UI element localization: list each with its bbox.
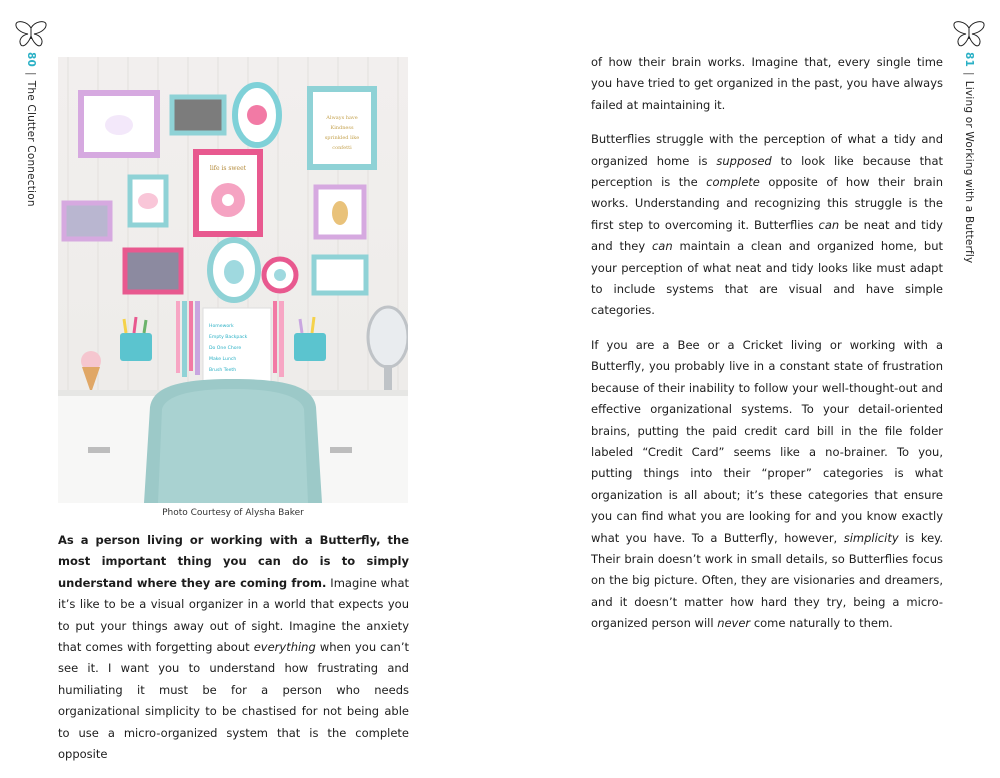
svg-text:Do One Chore: Do One Chore <box>209 346 242 351</box>
running-head-title: The Clutter Connection <box>25 80 37 207</box>
paragraph-text: If you are a Bee or a Cricket living or working with a Butterfly, you probably live in a constant state of frustration because of their inability to follow your well-thought-out and effective organizational systems. To your detail-oriented brains, putting the paid credit card bill in the file folder labeled “Credit Card” seems like a no-brainer. To you, putting things into their “proper” categories is what organization is all about; it’s these categories that ensure you can find what you are looking for and you know exactly what you have. To a Butterfly, however, <box>591 337 943 545</box>
svg-text:Always have: Always have <box>326 115 358 121</box>
paragraph-text: when you can’t see it. I want you to understand how frustrating and humiliating it must be for a person who needs organizational simplicity to be chastised for not being able to use a micro-organized system that is the complete opposite <box>58 640 410 762</box>
butterfly-icon <box>14 20 48 48</box>
right-running-head-text: 81|Living or Working with a Butterfly <box>963 52 975 264</box>
paragraph-2 <box>591 129 943 322</box>
right-body-text <box>591 52 943 648</box>
paragraph-text: Imagine what it’s like to be a visual organizer in a world that expects you to put your things away out of sight. Imagine the anxiety that comes with forgetting about <box>58 575 410 655</box>
left-running-head-text: 80|The Clutter Connection <box>25 52 37 207</box>
paragraph-3 <box>591 335 943 635</box>
svg-text:Make Lunch: Make Lunch <box>209 357 237 362</box>
emphasis: everything <box>253 640 316 655</box>
page-number: 81 <box>963 52 975 68</box>
svg-text:sprinkled like: sprinkled like <box>324 135 360 141</box>
paragraph-text: is key. Their brain doesn’t work in small details, so Butterflies focus on the big picture. Often, they are visionaries and dreamers, and it doesn’t matter how hard they try, being a micro-organized person will <box>591 530 943 631</box>
paragraph-text: Butterflies struggle with the perception of what a tidy and organized home is <box>591 132 943 168</box>
butterfly-icon <box>952 20 986 48</box>
emphasis: simplicity <box>843 530 899 545</box>
paragraph-text: be neat and tidy and they <box>591 217 943 254</box>
paragraph-text: to look like because that perception is the <box>591 153 944 190</box>
paragraph-text: maintain a clean and organized home, but your perception of what neat and tidy looks like must adapt to include systems that are visual and have simple categories. <box>591 239 944 318</box>
paragraph-text: come naturally to them. <box>750 616 893 631</box>
emphasis: can <box>818 217 840 232</box>
svg-text:confetti: confetti <box>332 145 352 151</box>
emphasis: complete <box>706 175 760 190</box>
svg-text:Brush Teeth: Brush Teeth <box>209 368 237 373</box>
running-head-title: Living or Working with a Butterfly <box>963 80 975 264</box>
svg-text:Kindness: Kindness <box>330 125 354 131</box>
lead-sentence: As a person living or working with a Butterfly, the most important thing you can do is to simply understand where they are coming from. <box>58 533 409 590</box>
left-running-head <box>14 20 48 207</box>
photo-caption: Photo Courtesy of Alysha Baker <box>162 508 304 518</box>
page-number: 80 <box>25 52 37 68</box>
emphasis: supposed <box>716 153 772 168</box>
svg-text:life is sweet: life is sweet <box>209 165 247 172</box>
left-paragraph <box>58 530 409 765</box>
emphasis: can <box>651 239 673 254</box>
desk-photo <box>58 57 408 503</box>
left-body-text <box>58 530 409 778</box>
svg-text:Empty Backpack: Empty Backpack <box>209 335 248 340</box>
left-page <box>0 0 500 773</box>
emphasis: never <box>717 616 751 631</box>
right-running-head <box>952 20 986 263</box>
paragraph-text: opposite of how their brain works. Understanding and recognizing this struggle is the first step to overcoming it. Butterflies <box>591 175 944 232</box>
paragraph-1: of how their brain works. Imagine that, every single time you have tried to get organized in the past, you have always failed at maintaining it. <box>591 55 943 112</box>
svg-text:Homework: Homework <box>209 324 234 329</box>
